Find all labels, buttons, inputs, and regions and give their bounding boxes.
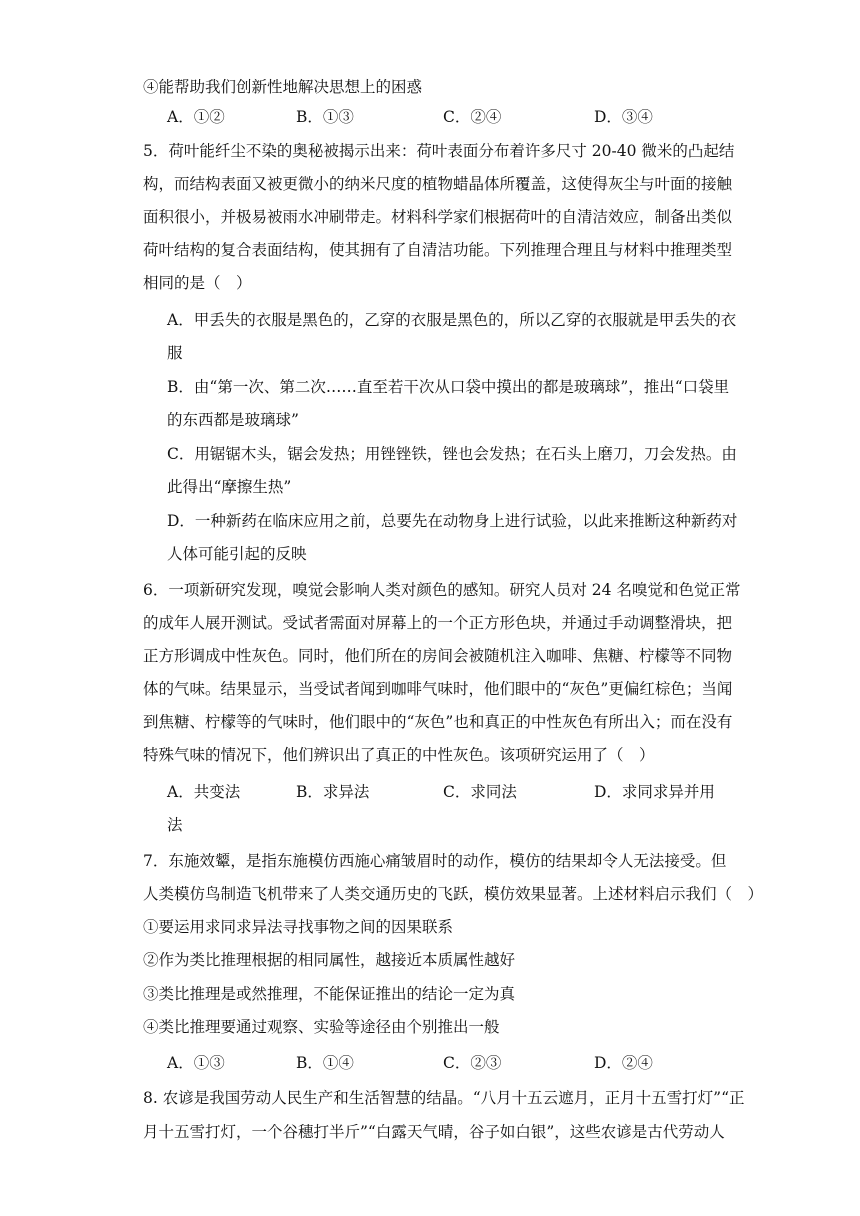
- q7-stem-line: 人类模仿鸟制造飞机带来了人类交通历史的飞跃，模仿效果显著。上述材料启示我们（ ）: [143, 885, 764, 903]
- q8-stem-line: 月十五雪打灯，一个谷穗打半斤”“白露天气晴，谷子如白银”，这些农谚是古代劳动人: [143, 1123, 725, 1141]
- q4-option-b: B．①③: [296, 108, 354, 126]
- q7-stem-line: 7．东施效颦，是指东施模仿西施心痛皱眉时的动作，模仿的结果却令人无法接受。但: [143, 852, 727, 870]
- q5-stem-line: 构，而结构表面又被更微小的纳米尺度的植物蜡晶体所覆盖，这使得灰尘与叶面的接触: [143, 175, 733, 193]
- q6-stem-line: 正方形调成中性灰色。同时，他们所在的房间会被随机注入咖啡、焦糖、柠檬等不同物: [143, 647, 733, 665]
- q6-option-c: C．求同法: [443, 783, 517, 801]
- q7-options: [167, 1053, 732, 1073]
- q6-stem-line: 到焦糖、柠檬等的气味时，他们眼中的“灰色”也和真正的中性灰色有所出入；而在没有: [143, 713, 733, 731]
- q6-stem-line: 特殊气味的情况下，他们辨识出了真正的中性灰色。该项研究运用了（ ）: [143, 746, 655, 764]
- q7-item-2: ②作为类比推理根据的相同属性，越接近本质属性越好: [143, 951, 516, 969]
- q7-item-3: ③类比推理是或然推理，不能保证推出的结论一定为真: [143, 985, 516, 1003]
- q6-stem-line: 的成年人展开测试。受试者需面对屏幕上的一个正方形色块，并通过手动调整滑块，把: [143, 614, 733, 632]
- q8-stem-line: 8. 农谚是我国劳动人民生产和生活智慧的结晶。“八月十五云遮月，正月十五雪打灯”“正: [143, 1089, 745, 1107]
- q7-option-c: C．②③: [443, 1054, 502, 1072]
- q6-options: [167, 782, 732, 802]
- q6-stem-line: 体的气味。结果显示，当受试者闻到咖啡气味时，他们眼中的“灰色”更偏红棕色；当闻: [143, 680, 733, 698]
- q7-item-1: ①要运用求同求异法寻找事物之间的因果联系: [143, 918, 454, 936]
- q6-option-a: A．共变法: [167, 783, 241, 801]
- q7-item-4: ④类比推理要通过观察、实验等途径由个别推出一般: [143, 1018, 500, 1036]
- q5-stem-line: 相同的是（ ）: [143, 274, 252, 292]
- q6-option-b: B．求异法: [296, 783, 370, 801]
- q5-option-a-wrap: 服: [167, 344, 183, 362]
- q4-option-c: C．②④: [443, 108, 502, 126]
- q6-option-d: D．求同求异并用: [594, 783, 715, 801]
- q5-option-b: B．由“第一次、第二次……直至若干次从口袋中摸出的都是玻璃球”，推出“口袋里: [167, 378, 730, 396]
- q5-stem-line: 5．荷叶能纤尘不染的奥秘被揭示出来：荷叶表面分布着许多尺寸 20-40 微米的凸起结: [143, 142, 735, 160]
- q6-option-d-wrap: 法: [167, 816, 183, 834]
- q4-options: [167, 107, 732, 127]
- q4-option-a: A．①②: [167, 108, 225, 126]
- q5-option-a: A．甲丢失的衣服是黑色的，乙穿的衣服是黑色的，所以乙穿的衣服就是甲丢失的衣: [167, 311, 737, 329]
- q5-option-c: C．用锯锯木头，锯会发热；用锉锉铁，锉也会发热；在石头上磨刀，刀会发热。由: [167, 445, 737, 463]
- q4-item-4: ④能帮助我们创新性地解决思想上的困惑: [143, 78, 423, 96]
- q7-option-a: A．①③: [167, 1054, 225, 1072]
- q7-option-d: D．②④: [594, 1054, 653, 1072]
- q4-option-d: D．③④: [594, 108, 653, 126]
- q5-stem-line: 面积很小，并极易被雨水冲刷带走。材料科学家们根据荷叶的自清洁效应，制备出类似: [143, 208, 733, 226]
- q7-option-b: B．①④: [296, 1054, 354, 1072]
- q5-stem-line: 荷叶结构的复合表面结构，使其拥有了自清洁功能。下列推理合理且与材料中推理类型: [143, 241, 733, 259]
- q5-option-c-wrap: 此得出“摩擦生热”: [167, 478, 292, 496]
- q5-option-b-wrap: 的东西都是玻璃球”: [167, 411, 299, 429]
- q6-stem-line: 6．一项新研究发现，嗅觉会影响人类对颜色的感知。研究人员对 24 名嗅觉和色觉正常: [143, 581, 741, 599]
- q5-option-d: D．一种新药在临床应用之前，总要先在动物身上进行试验，以此来推断这种新药对: [167, 512, 738, 530]
- q5-option-d-wrap: 人体可能引起的反映: [167, 545, 307, 563]
